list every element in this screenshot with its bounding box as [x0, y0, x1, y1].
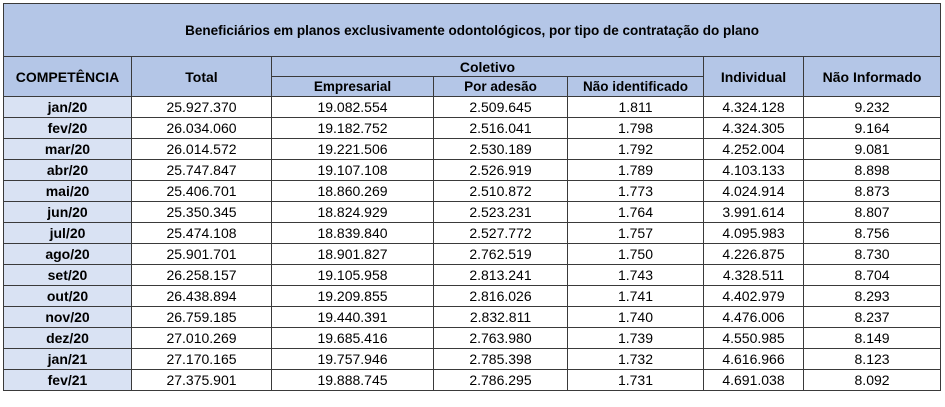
cell-por-adesao: 2.816.026	[434, 286, 568, 307]
cell-nao-identificado: 1.789	[568, 160, 704, 181]
cell-individual: 4.252.004	[704, 139, 804, 160]
table-row	[4, 160, 941, 181]
header-total: Total	[132, 57, 272, 97]
cell-empresarial: 19.107.108	[272, 160, 434, 181]
cell-por-adesao: 2.785.398	[434, 349, 568, 370]
cell-nao-informado: 8.293	[804, 286, 941, 307]
beneficiarios-table	[3, 3, 941, 391]
cell-nao-informado: 8.149	[804, 328, 941, 349]
header-competencia: COMPETÊNCIA	[4, 57, 132, 97]
cell-nao-identificado: 1.757	[568, 223, 704, 244]
cell-nao-informado: 9.232	[804, 97, 941, 118]
cell-individual: 4.616.966	[704, 349, 804, 370]
table-row	[4, 139, 941, 160]
table-row	[4, 307, 941, 328]
cell-individual: 4.324.128	[704, 97, 804, 118]
cell-individual: 4.095.983	[704, 223, 804, 244]
cell-por-adesao: 2.516.041	[434, 118, 568, 139]
cell-nao-identificado: 1.740	[568, 307, 704, 328]
cell-competencia: fev/21	[4, 370, 132, 391]
cell-nao-identificado: 1.764	[568, 202, 704, 223]
cell-nao-informado: 8.756	[804, 223, 941, 244]
header-empresarial: Empresarial	[272, 77, 434, 97]
cell-competencia: abr/20	[4, 160, 132, 181]
table-container	[3, 3, 940, 391]
cell-individual: 3.991.614	[704, 202, 804, 223]
cell-competencia: mar/20	[4, 139, 132, 160]
cell-total: 26.438.894	[132, 286, 272, 307]
table-title: Beneficiários em planos exclusivamente odontológicos, por tipo de contratação do plano	[4, 4, 941, 57]
header-coletivo: Coletivo	[272, 57, 704, 77]
cell-total: 26.258.157	[132, 265, 272, 286]
cell-total: 26.014.572	[132, 139, 272, 160]
cell-individual: 4.476.006	[704, 307, 804, 328]
cell-por-adesao: 2.762.519	[434, 244, 568, 265]
cell-total: 25.350.345	[132, 202, 272, 223]
cell-empresarial: 18.860.269	[272, 181, 434, 202]
cell-nao-informado: 9.164	[804, 118, 941, 139]
cell-individual: 4.550.985	[704, 328, 804, 349]
cell-por-adesao: 2.526.919	[434, 160, 568, 181]
cell-total: 25.927.370	[132, 97, 272, 118]
cell-competencia: dez/20	[4, 328, 132, 349]
table-row	[4, 202, 941, 223]
table-body	[4, 97, 941, 391]
cell-individual: 4.402.979	[704, 286, 804, 307]
cell-nao-informado: 8.730	[804, 244, 941, 265]
cell-empresarial: 19.685.416	[272, 328, 434, 349]
cell-nao-identificado: 1.743	[568, 265, 704, 286]
cell-nao-identificado: 1.732	[568, 349, 704, 370]
cell-nao-informado: 8.704	[804, 265, 941, 286]
cell-total: 25.474.108	[132, 223, 272, 244]
cell-competencia: nov/20	[4, 307, 132, 328]
cell-competencia: jun/20	[4, 202, 132, 223]
cell-individual: 4.691.038	[704, 370, 804, 391]
cell-individual: 4.024.914	[704, 181, 804, 202]
cell-nao-identificado: 1.739	[568, 328, 704, 349]
cell-nao-identificado: 1.741	[568, 286, 704, 307]
cell-por-adesao: 2.813.241	[434, 265, 568, 286]
cell-empresarial: 19.105.958	[272, 265, 434, 286]
cell-competencia: ago/20	[4, 244, 132, 265]
cell-total: 25.747.847	[132, 160, 272, 181]
cell-empresarial: 19.757.946	[272, 349, 434, 370]
cell-nao-identificado: 1.792	[568, 139, 704, 160]
cell-nao-informado: 8.873	[804, 181, 941, 202]
cell-competencia: jan/21	[4, 349, 132, 370]
cell-total: 26.759.185	[132, 307, 272, 328]
cell-competencia: out/20	[4, 286, 132, 307]
cell-nao-identificado: 1.798	[568, 118, 704, 139]
cell-nao-identificado: 1.773	[568, 181, 704, 202]
table-row	[4, 223, 941, 244]
cell-individual: 4.226.875	[704, 244, 804, 265]
cell-nao-identificado: 1.811	[568, 97, 704, 118]
cell-individual: 4.103.133	[704, 160, 804, 181]
cell-empresarial: 18.839.840	[272, 223, 434, 244]
cell-nao-informado: 9.081	[804, 139, 941, 160]
cell-por-adesao: 2.523.231	[434, 202, 568, 223]
cell-nao-identificado: 1.731	[568, 370, 704, 391]
cell-total: 26.034.060	[132, 118, 272, 139]
cell-por-adesao: 2.527.772	[434, 223, 568, 244]
header-por-adesao: Por adesão	[434, 77, 568, 97]
cell-total: 27.010.269	[132, 328, 272, 349]
cell-empresarial: 18.901.827	[272, 244, 434, 265]
cell-empresarial: 19.182.752	[272, 118, 434, 139]
header-individual: Individual	[704, 57, 804, 97]
cell-competencia: jul/20	[4, 223, 132, 244]
table-row	[4, 286, 941, 307]
cell-nao-informado: 8.123	[804, 349, 941, 370]
cell-por-adesao: 2.530.189	[434, 139, 568, 160]
header-nao-identificado: Não identificado	[568, 77, 704, 97]
cell-individual: 4.324.305	[704, 118, 804, 139]
cell-por-adesao: 2.786.295	[434, 370, 568, 391]
cell-competencia: fev/20	[4, 118, 132, 139]
cell-competencia: set/20	[4, 265, 132, 286]
cell-nao-informado: 8.092	[804, 370, 941, 391]
cell-empresarial: 19.440.391	[272, 307, 434, 328]
cell-individual: 4.328.511	[704, 265, 804, 286]
cell-empresarial: 19.221.506	[272, 139, 434, 160]
cell-total: 27.170.165	[132, 349, 272, 370]
cell-por-adesao: 2.509.645	[434, 97, 568, 118]
table-row	[4, 349, 941, 370]
table-row	[4, 328, 941, 349]
cell-nao-identificado: 1.750	[568, 244, 704, 265]
table-row	[4, 181, 941, 202]
table-row	[4, 118, 941, 139]
cell-nao-informado: 8.807	[804, 202, 941, 223]
cell-competencia: jan/20	[4, 97, 132, 118]
cell-total: 25.901.701	[132, 244, 272, 265]
table-row	[4, 370, 941, 391]
header-nao-informado: Não Informado	[804, 57, 941, 97]
cell-competencia: mai/20	[4, 181, 132, 202]
cell-por-adesao: 2.763.980	[434, 328, 568, 349]
cell-total: 25.406.701	[132, 181, 272, 202]
cell-total: 27.375.901	[132, 370, 272, 391]
cell-empresarial: 18.824.929	[272, 202, 434, 223]
table-row	[4, 244, 941, 265]
cell-nao-informado: 8.237	[804, 307, 941, 328]
cell-empresarial: 19.209.855	[272, 286, 434, 307]
cell-empresarial: 19.888.745	[272, 370, 434, 391]
table-row	[4, 265, 941, 286]
cell-nao-informado: 8.898	[804, 160, 941, 181]
table-row	[4, 97, 941, 118]
cell-empresarial: 19.082.554	[272, 97, 434, 118]
cell-por-adesao: 2.510.872	[434, 181, 568, 202]
cell-por-adesao: 2.832.811	[434, 307, 568, 328]
